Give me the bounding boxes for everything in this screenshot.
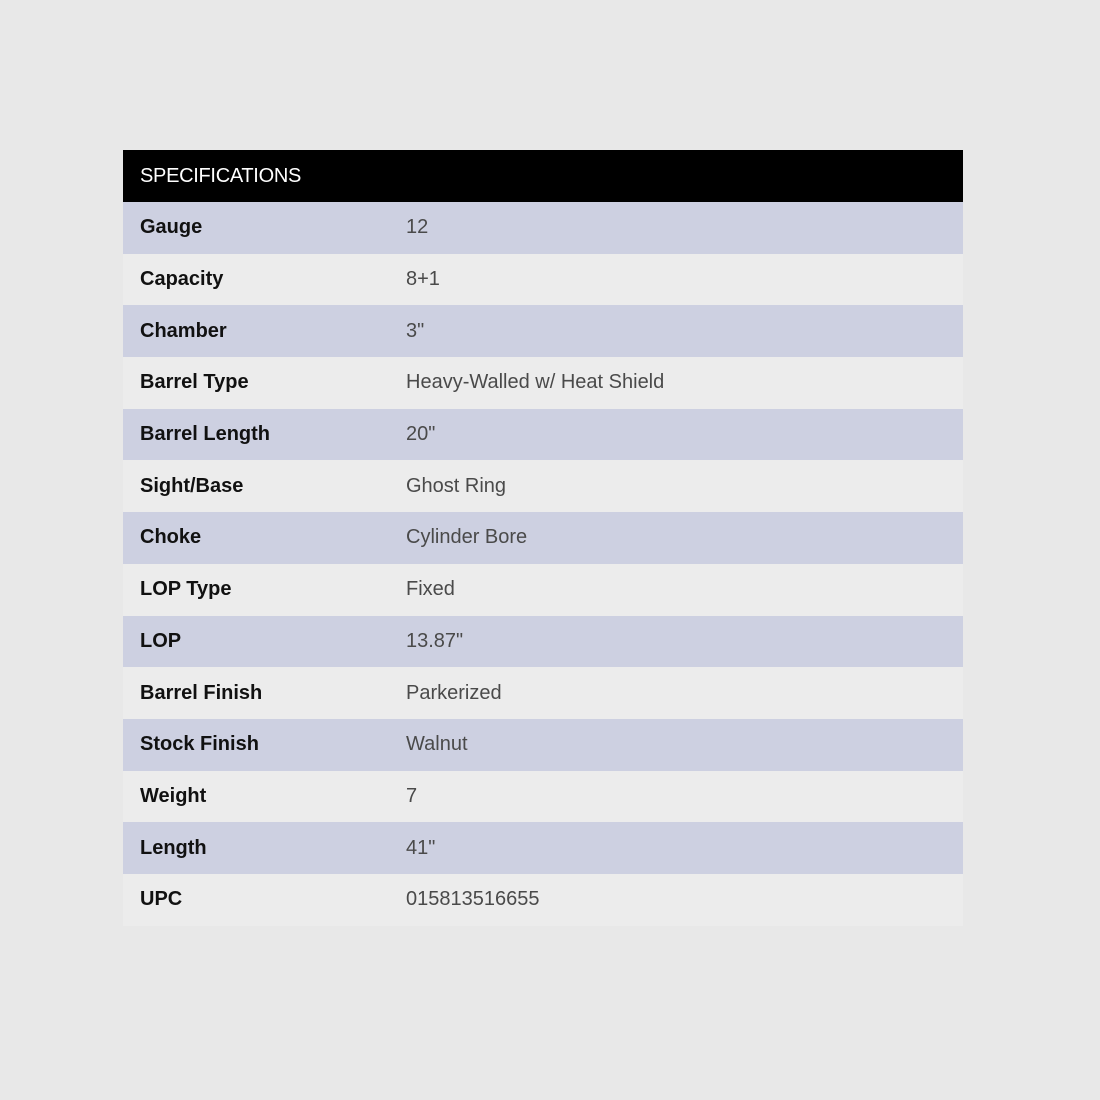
spec-value: 3" xyxy=(406,319,425,342)
spec-value: 20" xyxy=(406,423,436,446)
spec-value: 015813516655 xyxy=(406,888,540,911)
spec-row-choke xyxy=(123,512,963,564)
spec-value: 8+1 xyxy=(406,268,440,291)
spec-label: Gauge xyxy=(140,216,203,239)
spec-label: Capacity xyxy=(140,268,224,291)
spec-value: Ghost Ring xyxy=(406,474,507,497)
spec-row-barrel-length xyxy=(123,409,963,461)
spec-row-lop-type xyxy=(123,564,963,616)
spec-label: Barrel Finish xyxy=(140,681,263,704)
spec-value: 13.87" xyxy=(406,629,464,652)
spec-row-gauge xyxy=(123,202,963,254)
specifications-table xyxy=(123,150,963,926)
spec-value: Cylinder Bore xyxy=(406,526,528,549)
spec-value: Parkerized xyxy=(406,681,502,704)
spec-label: Stock Finish xyxy=(140,733,259,756)
spec-label: Length xyxy=(140,836,207,859)
spec-row-chamber xyxy=(123,305,963,357)
spec-label: Chamber xyxy=(140,319,227,342)
spec-value: Walnut xyxy=(406,733,468,756)
spec-label: UPC xyxy=(140,888,183,911)
spec-row-barrel-finish xyxy=(123,667,963,719)
spec-value: 12 xyxy=(406,216,429,239)
spec-value: 7 xyxy=(406,784,418,807)
spec-row-sight-base xyxy=(123,460,963,512)
spec-label: Choke xyxy=(140,526,202,549)
table-header: SPECIFICATIONS xyxy=(123,150,963,202)
spec-row-lop xyxy=(123,616,963,668)
spec-row-weight xyxy=(123,771,963,823)
spec-row-stock-finish xyxy=(123,719,963,771)
spec-label: LOP Type xyxy=(140,578,232,601)
spec-row-length xyxy=(123,822,963,874)
spec-label: LOP xyxy=(140,629,182,652)
spec-label: Barrel Type xyxy=(140,371,249,394)
spec-row-capacity xyxy=(123,254,963,306)
spec-label: Barrel Length xyxy=(140,423,271,446)
spec-row-upc xyxy=(123,874,963,926)
spec-value: Heavy-Walled w/ Heat Shield xyxy=(406,371,665,394)
spec-rows xyxy=(123,202,963,926)
spec-value: 41" xyxy=(406,836,436,859)
spec-value: Fixed xyxy=(406,578,455,601)
spec-label: Sight/Base xyxy=(140,474,244,497)
spec-label: Weight xyxy=(140,784,207,807)
spec-row-barrel-type xyxy=(123,357,963,409)
